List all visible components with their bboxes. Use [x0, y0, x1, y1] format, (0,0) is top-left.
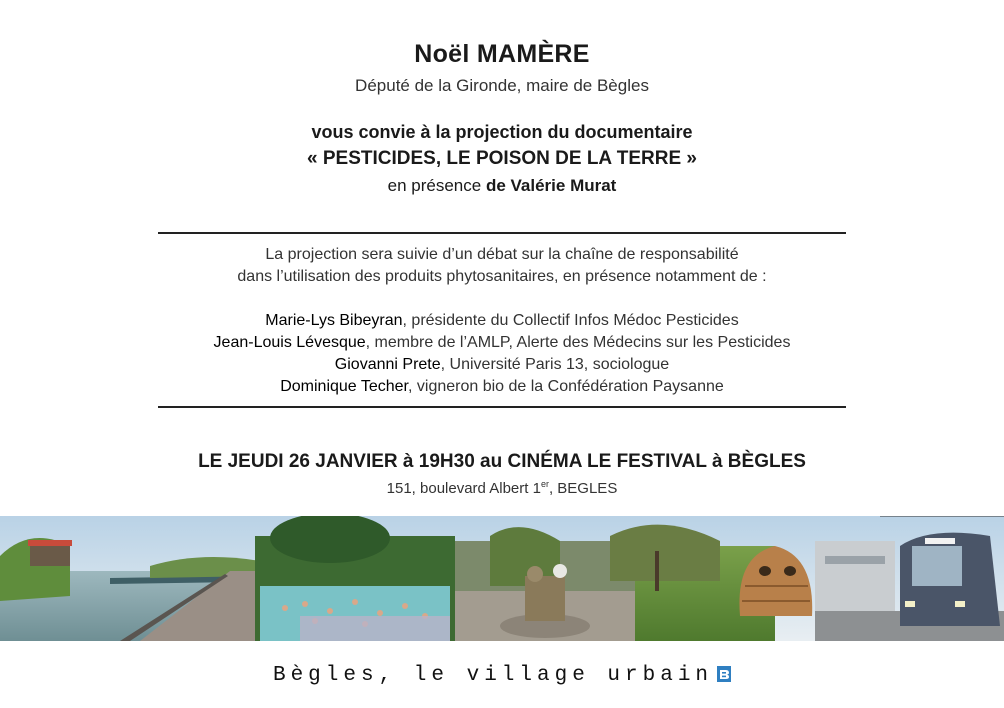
panelist-name: Marie-Lys Bibeyran	[265, 312, 403, 329]
panelist-name: Jean-Louis Lévesque	[213, 334, 366, 351]
event-date: LE JEUDI 26 JANVIER	[198, 451, 398, 472]
film-title: « PESTICIDES, LE POISON DE LA TERRE »	[307, 148, 697, 169]
address-street: 151, boulevard Albert 1	[386, 480, 541, 497]
panelist-list	[0, 310, 1004, 398]
panelist-role: , Université Paris 13, sociologue	[440, 356, 670, 373]
event-connector: à	[706, 451, 728, 472]
slogan-text: Bègles, le village urbain	[272, 664, 714, 687]
event-datetime-venue	[0, 451, 1004, 473]
panelist-role: , vigneron bio de la Confédération Paysanne	[408, 378, 724, 395]
debate-description	[0, 244, 1004, 288]
event-connector: à	[397, 451, 419, 472]
address-city: , BEGLES	[548, 480, 618, 497]
panelist-name: Giovanni Prete	[334, 356, 441, 373]
panelist-item	[0, 354, 1004, 376]
debate-line-1: La projection sera suivie d’un débat sur la chaîne de responsabilité	[265, 246, 739, 263]
event-connector: au	[474, 451, 508, 472]
event-city: BÈGLES	[727, 451, 806, 472]
debate-line-2: dans l’utilisation des produits phytosanitaires, en présence notamment de :	[237, 268, 767, 285]
panorama-illustration	[0, 516, 1004, 641]
panelist-role: , membre de l’AMLP, Alerte des Médecins sur les Pesticides	[365, 334, 791, 351]
begles-logo-icon	[717, 666, 731, 682]
panelist-item	[0, 310, 1004, 332]
event-venue: CINÉMA LE FESTIVAL	[507, 451, 707, 472]
presence-prefix: en présence	[387, 176, 482, 195]
panelist-role: , présidente du Collectif Infos Médoc Pesticides	[402, 312, 739, 329]
panelist-name: Dominique Techer	[280, 378, 408, 395]
address-ordinal: er	[540, 479, 549, 489]
bottom-divider	[158, 406, 846, 408]
slogan	[0, 664, 1004, 687]
event-time: 19H30	[418, 451, 475, 472]
invitation-line: vous convie à la projection du documentaire	[311, 122, 693, 142]
host-name: Noël MAMÈRE	[414, 40, 590, 68]
panorama-photo-strip	[0, 516, 1004, 641]
venue-address	[0, 479, 1004, 497]
panelist-item	[0, 376, 1004, 398]
top-divider	[158, 232, 846, 234]
host-role: Député de la Gironde, maire de Bègles	[355, 76, 649, 95]
presence-name: de Valérie Murat	[485, 176, 617, 195]
presence-line	[0, 176, 1004, 196]
panelist-item	[0, 332, 1004, 354]
